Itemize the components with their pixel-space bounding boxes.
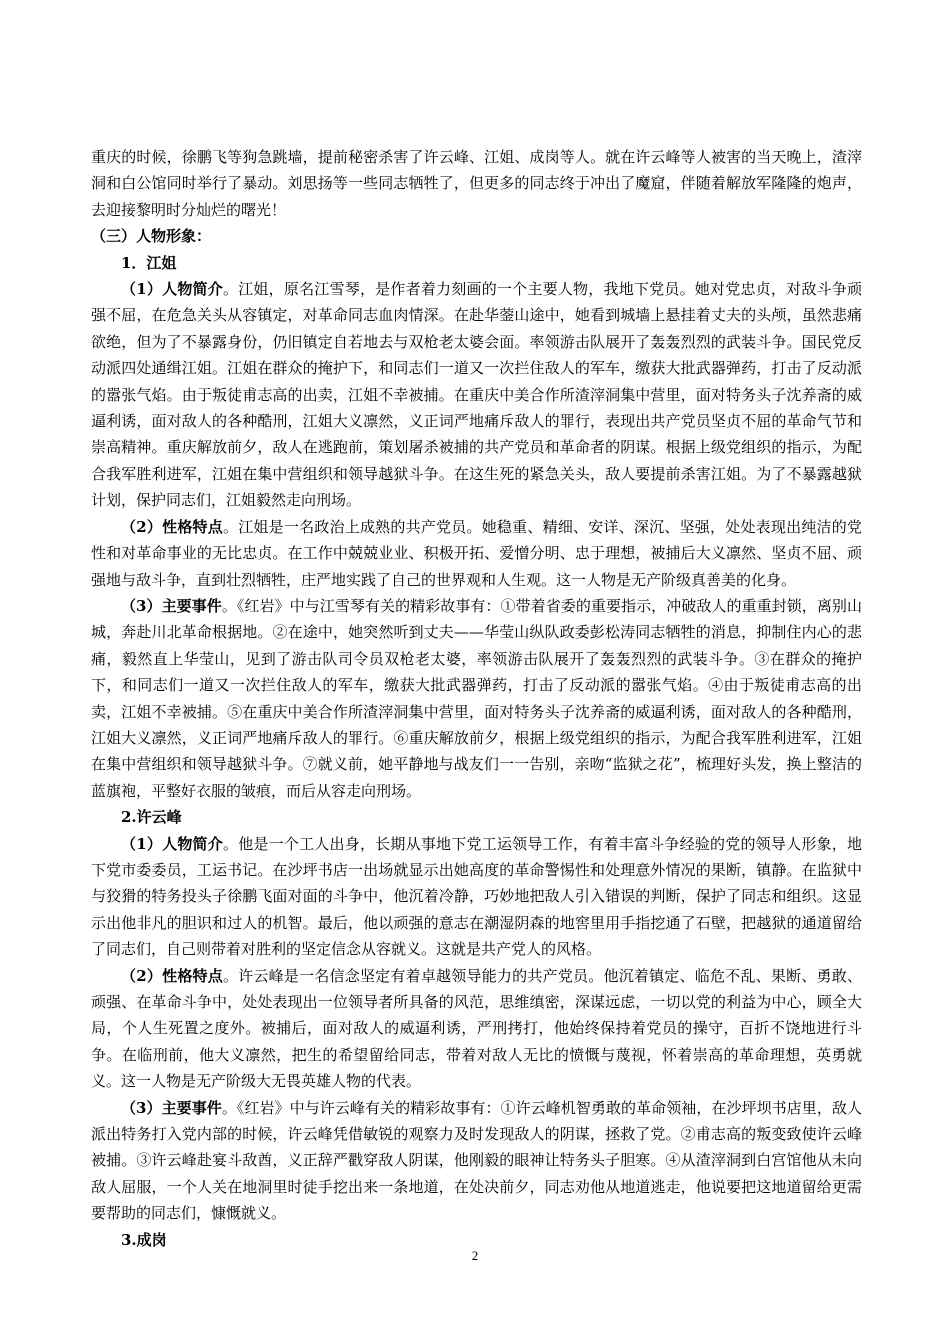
xuyunfeng-trait-paragraph [91,963,862,1095]
xuyunfeng-event-text: 。《红岩》中与许云峰有关的精彩故事有：①许云峰机智勇敢的革命领袖，在沙坪坝书店里，敌人派出特务打入党内部的时候，许云峰凭借敏锐的观察力及时发现敌人的阴谋，拯救了党。②甫志高的叛变致使许云峰被捕。③许云峰赴宴斗敌酋，义正辞严戳穿敌人阴谋，他刚毅的眼神让特务头子胆寒。④从渣滓洞到白宫馆他从未向敌人屈服，一个人关在地洞里时徒手挖出来一条地道，在处决前夕，同志劝他从地道逃走，他说要把这地道留给更需要帮助的同志们，慷慨就义。 [91,1098,862,1223]
xuyunfeng-trait-text: 。许云峰是一名信念坚定有着卓越领导能力的共产党员。他沉着镇定、临危不乱、果断、勇敢、顽强、在革命斗争中，处处表现出一位领导者所具备的风范，思维缜密，深谋远虑，一切以党的利益为中心，顾全大局，个人生死置之度外。被捕后，面对敌人的威逼利诱，严刑拷打，他始终保持着党员的操守，百折不饶地进行斗争。在临刑前，他大义凛然，把生的希望留给同志，带着对敌人无比的愤慨与蔑视，怀着崇高的革命理想，英勇就义。这一人物是无产阶级大无畏英雄人物的代表。 [91,966,862,1091]
character-title-xuyunfeng: 2.许云峰 [121,808,182,827]
jiangjie-event-text: 。《红岩》中与江雪琴有关的精彩故事有：①带着省委的重要指示，冲破敌人的重重封锁，离别山城，奔赴川北革命根据地。②在途中，她突然听到丈夫——华莹山纵队政委彭松涛同志牺牲的消息，抑制住内心的悲痛，毅然直上华莹山，见到了游击队司令员双枪老太婆，率领游击队展开了轰轰烈烈的武装斗争。③在群众的掩护下，和同志们一道又一次拦住敌人的军车，缴获大批武器弹药，打击了反动派的嚣张气焰。④由于叛徒甫志高的出卖，江姐不幸被捕。⑤在重庆中美合作所渣滓洞集中营里，面对特务头子沈养斋的威逼利诱，面对敌人的各种酷刑，江姐大义凛然，义正词严地痛斥敌人的罪行。⑥重庆解放前夕，根据上级党组织的指示，为配合我军胜利进军，江姐在集中营组织和领导越狱斗争。⑦就义前，她平静地与战友们一一告别，亲吻“监狱之花”，梳理好头发，换上整洁的蓝旗袍，平整好衣服的皱痕，而后从容走向刑场。 [91,596,862,800]
intro-paragraph: 重庆的时候，徐鹏飞等狗急跳墙，提前秘密杀害了许云峰、江姐、成岗等人。就在许云峰等人被害的当天晚上，渣滓洞和白公馆同时举行了暴动。刘思扬等一些同志牺牲了，但更多的同志终于冲出了魔窟，伴随着解放军隆隆的炮声，去迎接黎明时分灿烂的曙光！ [91,148,862,219]
xuyunfeng-trait-label: （2）性格特点 [121,966,223,985]
document-body [91,144,862,1253]
section-heading: （三）人物形象： [91,227,212,246]
xuyunfeng-event-paragraph [91,1095,862,1227]
page-number: 2 [471,1248,479,1263]
jiangjie-intro-paragraph [91,276,862,514]
xuyunfeng-event-label: （3）主要事件 [121,1098,222,1117]
xuyunfeng-intro-paragraph [91,831,862,963]
jiangjie-intro-label: （1）人物简介 [121,280,223,299]
jiangjie-event-label: （3）主要事件 [121,596,222,615]
jiangjie-event-paragraph [91,593,862,804]
jiangjie-intro-text: 。江姐，原名江雪琴，是作者着力刻画的一个主要人物，我地下党员。她对党忠贞，对敌斗争顽强不屈，在危急关头从容镇定，对革命同志血肉情深。在赴华蓥山途中，她看到城墙上悬挂着丈夫的头颅，虽然悲痛欲绝，但为了不暴露身份，仍旧镇定自若地去与双枪老太婆会面。率领游击队展开了轰轰烈烈的武装斗争。国民党反动派四处通缉江姐。江姐在群众的掩护下，和同志们一道又一次拦住敌人的军车，缴获大批武器弹药，打击了反动派的嚣张气焰。由于叛徒甫志高的出卖，江姐不幸被捕。在重庆中美合作所渣滓洞集中营里，面对特务头子沈养斋的威逼利诱，面对敌人的各种酷刑，江姐大义凛然，义正词严地痛斥敌人的罪行，表现出共产党员坚贞不屈的革命气节和崇高精神。重庆解放前夕，敌人在逃跑前，策划屠杀被捕的共产党员和革命者的阴谋。根据上级党组织的指示，为配合我军胜利进军，江姐在集中营组织和领导越狱斗争。在这生死的紧急关头，敌人要提前杀害江姐。为了不暴露越狱计划，保护同志们，江姐毅然走向刑场。 [91,280,862,510]
character-title-jiangjie: 1．江姐 [121,253,177,272]
character-title-chenggang: 3.成岗 [121,1230,167,1249]
jiangjie-trait-label: （2）性格特点 [121,517,223,536]
jiangjie-trait-paragraph [91,514,862,593]
xuyunfeng-intro-text: 。他是一个工人出身，长期从事地下党工运领导工作，有着丰富斗争经验的党的领导人形象，地下党市委委员，工运书记。在沙坪书店一出场就显示出她高度的革命警惕性和处理意外情况的果断，镇静。在监狱中与狡猾的特务投头子徐鹏飞面对面的斗争中，他沉着冷静，巧妙地把敌人引入错误的判断，保护了同志和组织。这显示出他非凡的胆识和过人的机智。最后，他以顽强的意志在潮湿阴森的地窖里用手指挖通了石壁，把越狱的通道留给了同志们，自己则带着对胜利的坚定信念从容就义。这就是共产党人的风格。 [91,834,862,959]
jiangjie-trait-text: 。江姐是一名政治上成熟的共产党员。她稳重、精细、安详、深沉、坚强，处处表现出纯洁的党性和对革命事业的无比忠贞。在工作中兢兢业业、积极开拓、爱憎分明、忠于理想，被捕后大义凛然、坚贞不屈、顽强地与敌斗争，直到壮烈牺牲，庄严地实践了自己的世界观和人生观。这一人物是无产阶级真善美的化身。 [91,517,862,589]
xuyunfeng-intro-label: （1）人物简介 [121,834,223,853]
